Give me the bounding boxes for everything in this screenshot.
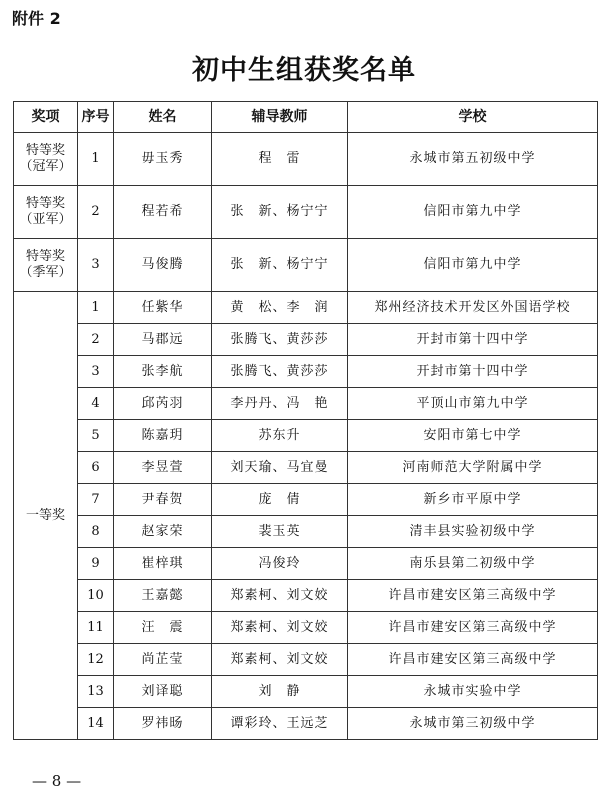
name-cell: 任紫华 — [114, 292, 212, 324]
number-cell: 14 — [78, 708, 114, 740]
teacher-cell: 张 新、杨宁宁 — [212, 186, 348, 239]
teacher-cell: 张腾飞、黄莎莎 — [212, 324, 348, 356]
teacher-cell: 黄 松、李 润 — [212, 292, 348, 324]
column-header-number: 序号 — [78, 102, 114, 133]
school-cell: 新乡市平原中学 — [348, 484, 598, 516]
table-row — [14, 324, 598, 356]
column-header-school: 学校 — [348, 102, 598, 133]
table-row — [14, 644, 598, 676]
school-cell: 永城市实验中学 — [348, 676, 598, 708]
number-cell: 3 — [78, 356, 114, 388]
table-row — [14, 516, 598, 548]
award-rank: （亚军） — [19, 212, 72, 227]
school-cell: 安阳市第七中学 — [348, 420, 598, 452]
award-name: 特等奖 — [25, 249, 65, 264]
table-row — [14, 388, 598, 420]
teacher-cell: 谭彩玲、王远芝 — [212, 708, 348, 740]
number-cell: 2 — [78, 324, 114, 356]
name-cell: 尹春贺 — [114, 484, 212, 516]
table-row — [14, 548, 598, 580]
table-row — [14, 133, 598, 186]
number-cell: 1 — [78, 292, 114, 324]
teacher-cell: 张 新、杨宁宁 — [212, 239, 348, 292]
number-cell: 11 — [78, 612, 114, 644]
school-cell: 许昌市建安区第三高级中学 — [348, 580, 598, 612]
name-cell: 李昱萱 — [114, 452, 212, 484]
name-cell: 程若希 — [114, 186, 212, 239]
teacher-cell: 郑素柯、刘文姣 — [212, 612, 348, 644]
table-row — [14, 452, 598, 484]
teacher-cell: 刘 静 — [212, 676, 348, 708]
number-cell: 7 — [78, 484, 114, 516]
number-cell: 2 — [78, 186, 114, 239]
award-name: 特等奖 — [25, 143, 65, 158]
award-name: 特等奖 — [25, 196, 65, 211]
name-cell: 尚芷莹 — [114, 644, 212, 676]
school-cell: 许昌市建安区第三高级中学 — [348, 612, 598, 644]
number-cell: 12 — [78, 644, 114, 676]
name-cell: 汪 震 — [114, 612, 212, 644]
name-cell: 崔梓琪 — [114, 548, 212, 580]
number-cell: 8 — [78, 516, 114, 548]
name-cell: 罗祎旸 — [114, 708, 212, 740]
teacher-cell: 刘天瑜、马宜曼 — [212, 452, 348, 484]
number-cell: 1 — [78, 133, 114, 186]
table-row — [14, 186, 598, 239]
table-row — [14, 708, 598, 740]
number-cell: 6 — [78, 452, 114, 484]
school-cell: 平顶山市第九中学 — [348, 388, 598, 420]
table-header-row — [14, 102, 598, 133]
table-row — [14, 292, 598, 324]
teacher-cell: 李丹丹、冯 艳 — [212, 388, 348, 420]
name-cell: 马俊腾 — [114, 239, 212, 292]
school-cell: 开封市第十四中学 — [348, 356, 598, 388]
attachment-label: 附件 2 — [12, 9, 61, 28]
award-table — [13, 101, 598, 740]
table-row — [14, 239, 598, 292]
first-prize-cell: 一等奖 — [14, 292, 78, 740]
school-cell: 郑州经济技术开发区外国语学校 — [348, 292, 598, 324]
name-cell: 邱芮羽 — [114, 388, 212, 420]
table-row — [14, 580, 598, 612]
teacher-cell: 张腾飞、黄莎莎 — [212, 356, 348, 388]
award-rank: （冠军） — [19, 159, 72, 174]
number-cell: 5 — [78, 420, 114, 452]
number-cell: 3 — [78, 239, 114, 292]
school-cell: 永城市第五初级中学 — [348, 133, 598, 186]
school-cell: 河南师范大学附属中学 — [348, 452, 598, 484]
name-cell: 毋玉秀 — [114, 133, 212, 186]
teacher-cell: 裴玉英 — [212, 516, 348, 548]
column-header-award: 奖项 — [14, 102, 78, 133]
teacher-cell: 程 雷 — [212, 133, 348, 186]
table-row — [14, 612, 598, 644]
number-cell: 10 — [78, 580, 114, 612]
award-cell — [14, 186, 78, 239]
school-cell: 南乐县第二初级中学 — [348, 548, 598, 580]
name-cell: 刘译聪 — [114, 676, 212, 708]
table-row — [14, 420, 598, 452]
table-row — [14, 484, 598, 516]
teacher-cell: 郑素柯、刘文姣 — [212, 580, 348, 612]
award-cell — [14, 239, 78, 292]
name-cell: 赵家荣 — [114, 516, 212, 548]
name-cell: 张李航 — [114, 356, 212, 388]
number-cell: 13 — [78, 676, 114, 708]
teacher-cell: 苏东升 — [212, 420, 348, 452]
school-cell: 信阳市第九中学 — [348, 239, 598, 292]
name-cell: 陈嘉玥 — [114, 420, 212, 452]
name-cell: 马郡远 — [114, 324, 212, 356]
school-cell: 永城市第三初级中学 — [348, 708, 598, 740]
teacher-cell: 冯俊玲 — [212, 548, 348, 580]
table-row — [14, 676, 598, 708]
page-title: 初中生组获奖名单 — [192, 55, 416, 86]
name-cell: 王嘉懿 — [114, 580, 212, 612]
column-header-teacher: 辅导教师 — [212, 102, 348, 133]
award-cell — [14, 133, 78, 186]
school-cell: 信阳市第九中学 — [348, 186, 598, 239]
number-cell: 9 — [78, 548, 114, 580]
column-header-name: 姓名 — [114, 102, 212, 133]
school-cell: 开封市第十四中学 — [348, 324, 598, 356]
page-number: — 8 — — [32, 772, 82, 790]
number-cell: 4 — [78, 388, 114, 420]
school-cell: 清丰县实验初级中学 — [348, 516, 598, 548]
teacher-cell: 庞 倩 — [212, 484, 348, 516]
teacher-cell: 郑素柯、刘文姣 — [212, 644, 348, 676]
award-rank: （季军） — [19, 265, 72, 280]
table-row — [14, 356, 598, 388]
school-cell: 许昌市建安区第三高级中学 — [348, 644, 598, 676]
